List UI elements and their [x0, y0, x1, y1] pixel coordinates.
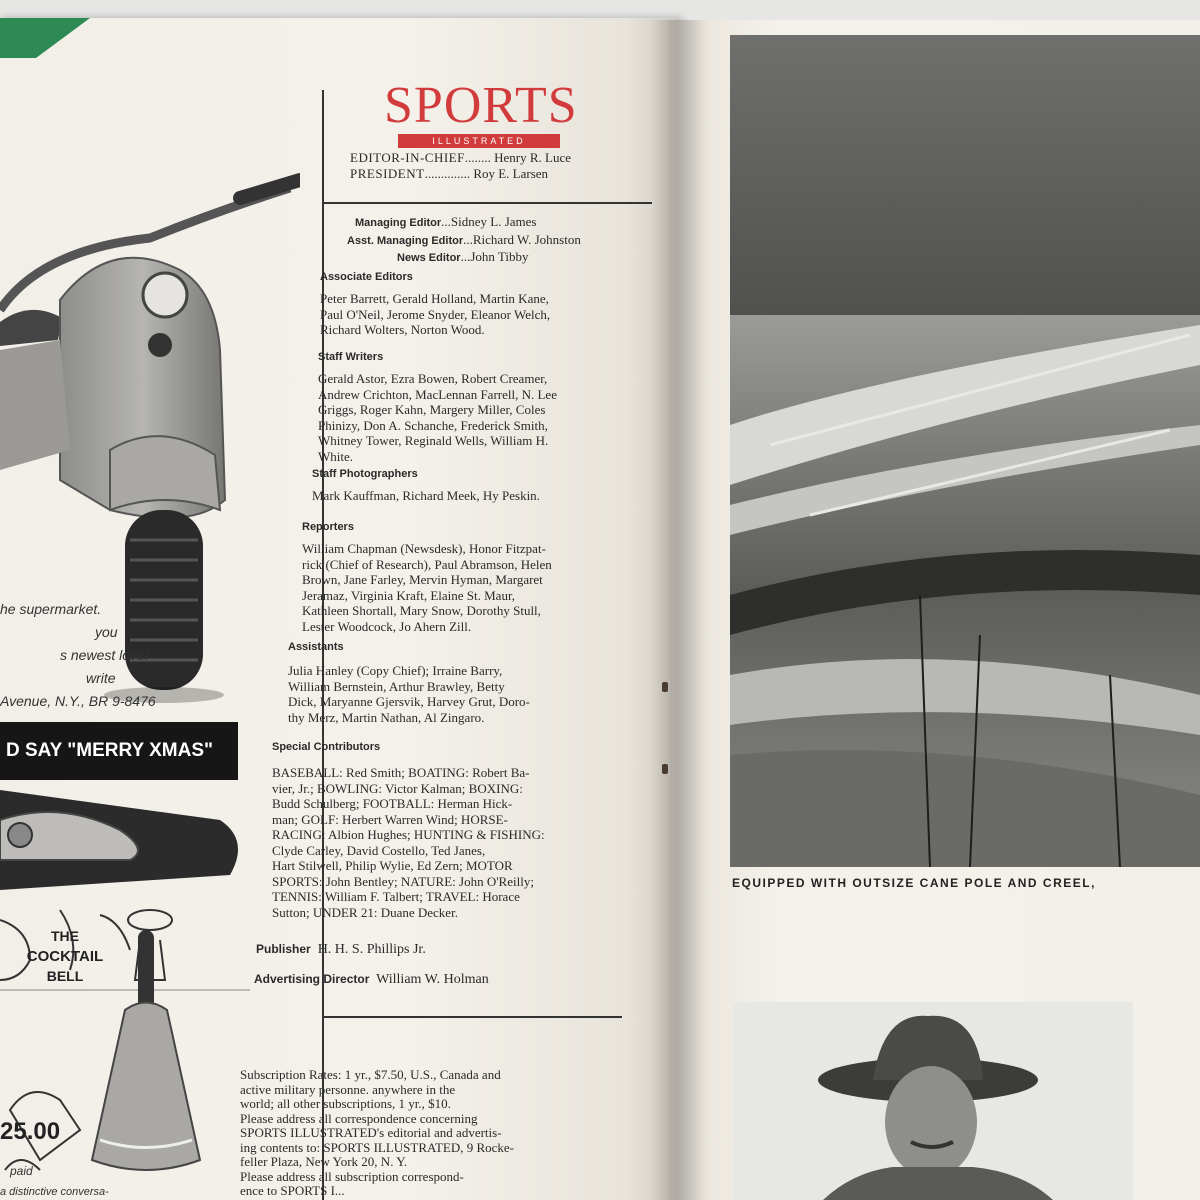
ad-line: you: [95, 624, 118, 640]
section-heading: Associate Editors: [320, 271, 413, 283]
staff-writers-section: [318, 350, 628, 464]
section-line: RACING: Albion Hughes; HUNTING & FISHING:: [272, 827, 545, 842]
merry-xmas-banner: D SAY "MERRY XMAS": [0, 722, 238, 780]
section-line: William Bernstein, Arthur Brawley, Betty: [288, 678, 505, 694]
subscription-line: active military personne. anywhere in the: [240, 1081, 456, 1097]
section-line: Hart Stilwell, Philip Wylie, Ed Zern; MOTOR: [272, 858, 513, 873]
section-line: Jeramaz, Virginia Kraft, Elaine St. Maur,: [302, 587, 516, 603]
subscription-line: world; all other subscriptions, 1 yr., $10.: [240, 1096, 451, 1111]
top-credits: [350, 150, 650, 181]
section-line: Phinizy, Don A. Schanche, Frederick Smith,: [318, 417, 548, 433]
section-line: White.: [318, 448, 354, 464]
section-line: Sutton; UNDER 21: Duane Decker.: [272, 904, 458, 920]
fisherman-portrait-photo: [733, 1002, 1133, 1200]
product-title-line: BELL: [46, 968, 84, 984]
section-line: Dick, Maryanne Gjersvik, Harvey Grut, Doro-: [288, 694, 530, 709]
section-line: BASEBALL: Red Smith; BOATING: Robert Ba-: [272, 765, 530, 780]
credit-line: PRESIDENT.............. Roy E. Larsen: [350, 165, 549, 181]
section-line: Paul O'Neil, Jerome Snyder, Eleanor Welch,: [320, 306, 551, 322]
postpaid-note: paid: [10, 1164, 33, 1178]
logo-subtitle: ILLUSTRATED: [398, 134, 560, 148]
section-line: TENNIS: William F. Talbert; TRAVEL: Horace: [272, 889, 520, 904]
publisher-line: Publisher H. H. S. Phillips Jr.: [256, 942, 426, 957]
masthead-rule: [322, 202, 652, 204]
section-line: Julia Hanley (Copy Chief); Irraine Barry,: [288, 663, 503, 678]
section-line: Gerald Astor, Ezra Bowen, Robert Creamer,: [318, 371, 548, 386]
ad-line: s newest love!: [60, 647, 149, 663]
product-title-line: COCKTAIL: [26, 948, 104, 965]
editor-line: Asst. Managing Editor...Richard W. Johnston: [347, 231, 581, 247]
section-line: Richard Wolters, Norton Wood.: [320, 322, 485, 337]
section-line: Peter Barrett, Gerald Holland, Martin Kane,: [320, 291, 549, 306]
ad-bottom-copy: a distinctive conversa-: [0, 1186, 109, 1198]
section-heading: Reporters: [302, 521, 354, 533]
subscription-line: ing contents to: SPORTS ILLUSTRATED, 9 Rocke-: [240, 1139, 515, 1155]
section-heading: Special Contributors: [272, 741, 381, 753]
section-line: man; GOLF: Herbert Warren Wind; HORSE-: [272, 811, 508, 827]
sports-illustrated-logo: [384, 77, 584, 148]
product-title-line: THE: [51, 928, 79, 944]
section-line: Andrew Crichton, MacLennan Farrell, N. Lee: [318, 386, 557, 402]
staff-photographers-section: [312, 467, 622, 504]
editor-line: Managing Editor...Sidney L. James: [355, 214, 537, 229]
masthead-rule: [322, 1016, 622, 1018]
green-cover-corner: [0, 18, 90, 58]
section-line: vier, Jr.; BOWLING: Victor Kalman; BOXING:: [272, 780, 523, 796]
subscription-line: SPORTS ILLUSTRATED's editorial and advertis-: [240, 1125, 502, 1140]
section-line: Whitney Tower, Reginald Wells, William H.: [318, 433, 549, 448]
section-line: William Chapman (Newsdesk), Honor Fitzpat-: [302, 541, 546, 556]
subscription-info: [240, 1068, 580, 1199]
section-line: Lester Woodcock, Jo Ahern Zill.: [302, 618, 472, 634]
section-line: Budd Schulberg; FOOTBALL: Herman Hick-: [272, 796, 513, 811]
section-line: Kathleen Shortall, Mary Snow, Dorothy Stull,: [302, 603, 541, 618]
staple-hole: [662, 764, 668, 774]
scooter-illustration: [0, 150, 300, 710]
special-contributors-section: [272, 740, 617, 920]
editors-block: [347, 214, 645, 267]
subscription-line: Subscription Rates: 1 yr., $7.50, U.S., Canada and: [240, 1067, 501, 1082]
subscription-line: Please address all correspondence concerning: [240, 1110, 478, 1126]
section-heading: Staff Photographers: [312, 468, 418, 480]
logo-wordmark: SPORTS: [384, 77, 578, 134]
section-heading: Staff Writers: [318, 351, 384, 363]
associate-editors-section: [320, 270, 630, 338]
assistants-section: [288, 640, 618, 725]
section-line: SPORTS: John Bentley; NATURE: John O'Reilly;: [272, 873, 534, 889]
section-line: Griggs, Roger Kahn, Margery Miller, Coles: [318, 402, 546, 417]
section-line: rick (Chief of Research), Paul Abramson, Helen: [302, 556, 552, 572]
spine-shadow: [650, 20, 710, 1200]
section-line: Clyde Carley, David Costello, Ted Janes,: [272, 842, 486, 858]
credit-line: EDITOR-IN-CHIEF........ Henry R. Luce: [350, 150, 571, 165]
advertising-line: Advertising Director William W. Holman: [254, 972, 489, 987]
river-bank-photo: [730, 35, 1200, 867]
section-line: Brown, Jane Farley, Mervin Hyman, Margaret: [302, 572, 543, 587]
ad-line: Avenue, N.Y., BR 9-8476: [0, 693, 156, 709]
section-heading: Assistants: [288, 641, 344, 653]
section-line: Mark Kauffman, Richard Meek, Hy Peskin.: [312, 488, 540, 503]
editor-line: News Editor...John Tibby: [397, 249, 529, 264]
section-line: thy Merz, Martin Nathan, Al Zingaro.: [288, 709, 485, 725]
reporters-section: [302, 520, 622, 634]
product-price: 25.00: [0, 1118, 61, 1145]
ad-line: he supermarket.: [0, 601, 102, 617]
photo-caption: EQUIPPED WITH OUTSIZE CANE POLE AND CREEL,: [732, 876, 1096, 890]
subscription-line: ence to SPORTS I...: [240, 1183, 345, 1198]
staple-hole: [662, 682, 668, 692]
subscription-line: feller Plaza, New York 20, N. Y.: [240, 1154, 408, 1169]
ad-line: write: [86, 670, 116, 686]
subscription-line: Please address all subscription correspond-: [240, 1168, 464, 1184]
